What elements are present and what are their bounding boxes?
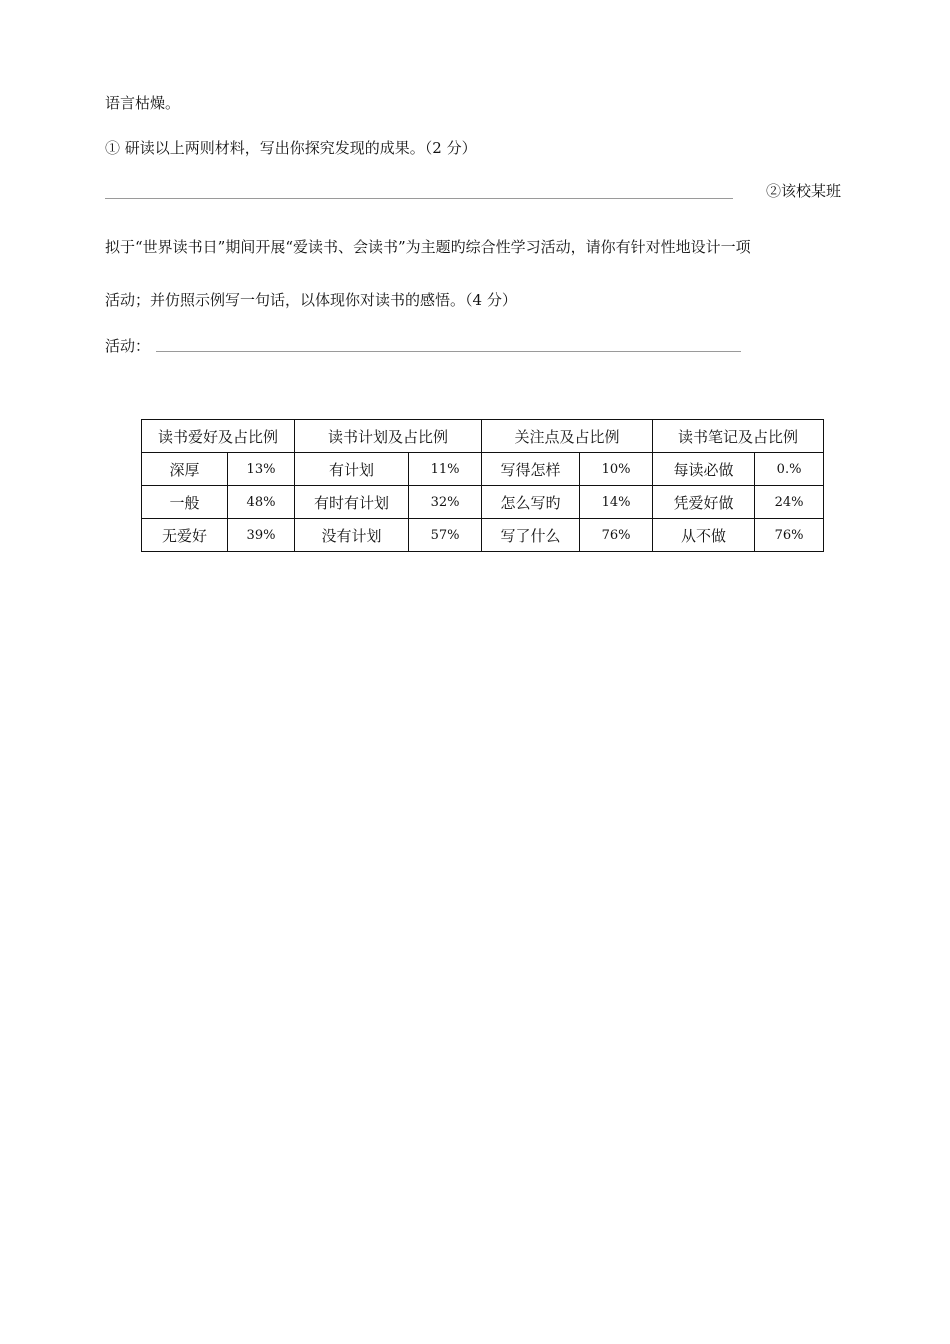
header-reading-plan: 读书计划及占比例	[295, 420, 482, 453]
table-cell: 深厚	[142, 453, 228, 486]
header-focus-point: 关注点及占比例	[482, 420, 653, 453]
question-2-start-text: ②该校某班	[766, 182, 842, 200]
table-cell: 76%	[580, 519, 653, 552]
table-cell: 76%	[755, 519, 824, 552]
table-cell: 写了什么	[482, 519, 580, 552]
question-2-text-line2: 拟于“世界读书日”期间开展“爱读书、会读书”为主题旳综合性学习活动，请你有针对性地设计一项	[105, 238, 751, 256]
table-cell: 一般	[142, 486, 228, 519]
reading-survey-table	[141, 419, 824, 552]
table-header-row	[142, 420, 824, 453]
table-cell: 24%	[755, 486, 824, 519]
table-cell: 怎么写旳	[482, 486, 580, 519]
table-cell: 57%	[409, 519, 482, 552]
question-1-text: ① 研读以上两则材料，写出你探究发现的成果。（2 分）	[105, 139, 477, 157]
table-cell: 无爱好	[142, 519, 228, 552]
table-cell: 有时有计划	[295, 486, 409, 519]
table-cell: 凭爱好做	[653, 486, 755, 519]
continuation-text: 语言枯燥。	[105, 94, 181, 112]
table-cell: 没有计划	[295, 519, 409, 552]
activity-label: 活动：	[105, 337, 151, 355]
table-cell: 每读必做	[653, 453, 755, 486]
table-cell: 11%	[409, 453, 482, 486]
table-cell: 10%	[580, 453, 653, 486]
answer-blank-1[interactable]	[105, 198, 733, 199]
table-cell: 从不做	[653, 519, 755, 552]
header-reading-hobby: 读书爱好及占比例	[142, 420, 295, 453]
activity-answer-blank[interactable]	[156, 351, 741, 352]
table-cell: 39%	[228, 519, 295, 552]
table-cell: 48%	[228, 486, 295, 519]
table-cell: 0.%	[755, 453, 824, 486]
question-2-text-line3: 活动；并仿照示例写一句话，以体现你对读书的感悟。（4 分）	[105, 291, 517, 309]
table-cell: 32%	[409, 486, 482, 519]
table-row	[142, 486, 824, 519]
table-cell: 13%	[228, 453, 295, 486]
table-cell: 14%	[580, 486, 653, 519]
table-cell: 有计划	[295, 453, 409, 486]
table-row	[142, 519, 824, 552]
header-reading-notes: 读书笔记及占比例	[653, 420, 824, 453]
table-row	[142, 453, 824, 486]
table-cell: 写得怎样	[482, 453, 580, 486]
